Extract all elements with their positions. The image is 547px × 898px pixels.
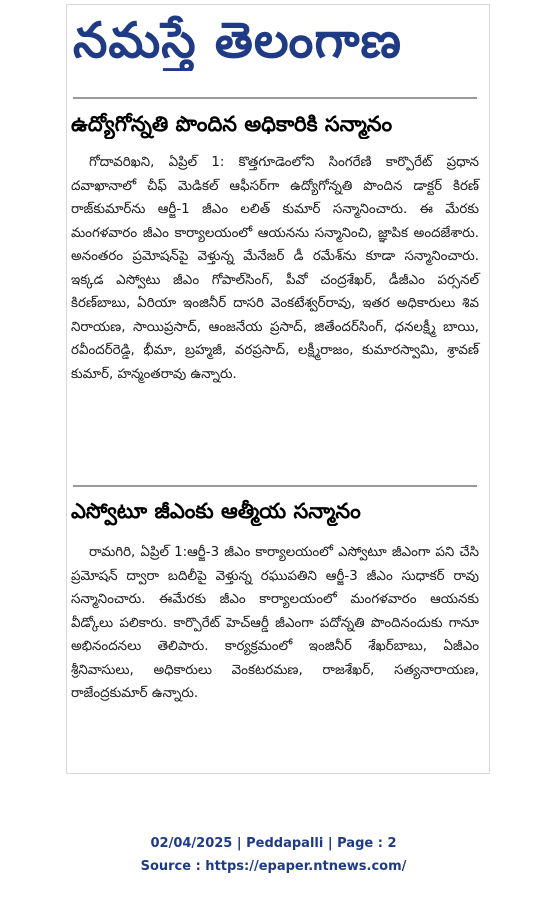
article-2-text: రామగిరి, ఏప్రిల్ 1:ఆర్జీ-3 జీఎం కార్యాలయంలో ఎస్వోటూ జీఎంగా పని చేసి ప్రమోషన్ ద్వారా బదిలీపై వెళ్తున్న రఘుపతిని ఆర్జీ-3 జీఎం సుధాకర్ రావు సన్మానించారు. ఈమేరకు జీఎం కార్యాలయంలో మంగళవారం ఆయనకు వీడ్కోలు పలికారు. కార్పొరేట్ హెచ్ఆర్డీ జీఎంగా పదోన్నతి పొందినందుకు గానూ అభినందనలు తెలిపారు. కార్యక్రమంలో ఇంజినీర్ శేఖర్‌బాబు, ఏజీఎం శ్రీనివాసులు, అధికారులు వెంకటరమణ, రాజశేఖర్, సత్యనారాయణ, రాజేంద్రకుమార్ ఉన్నారు. — [71, 545, 479, 701]
article-2-headline: ఎస్వోటూ జీఎంకు ఆత్మీయ సన్మానం — [71, 499, 361, 523]
news-clipping — [66, 4, 490, 774]
newspaper-masthead: నమస్తే తెలంగాణ — [73, 11, 403, 69]
footer-date-line: 02/04/2025 | Peddapalli | Page : 2 — [150, 836, 397, 851]
article-1-text: గోదావరిఖని, ఏప్రిల్ 1: కొత్తగూడెంలోని సింగరేణి కార్పొరేట్ ప్రధాన దవాఖానాలో చీఫ్ మెడికల్ ఆఫీసర్‌గా ఉద్యోగోన్నతి పొందిన డాక్టర్ కిరణ్ రాజ్‌కుమార్‌ను ఆర్జీ-1 జీఎం లలిత్ కుమార్ సన్మానించారు. ఈ మేరకు మంగళవారం జీఎం కార్యాలయంలో ఆయనను సన్మానించి, జ్ఞాపిక అందజేశారు. అనంతరం ప్రమోషన్‌పై వెళ్తున్న మేనేజర్ డీ రమేశ్‌ను కూడా సన్మానించారు. ఇక్కడ ఎస్వోటు జీఎం గోపాల్‌సింగ్, పీవో చంద్రశేఖర్, డీజీఎం పర్సనల్ కిరణ్‌బాబు, ఏరియా ఇంజినీర్ దాసరి వెంకటేశ్వర్‌రావు, ఇతర అధికారులు శివ నిరాయణ, సాయిప్రసాద్, ఆంజనేయ ప్రసాద్, జితేందర్‌సింగ్, ధనలక్ష్మీ బాయి, రవీందర్‌రెడ్డి, భీమా, బ్రహ్మజీ, వరప్రసాద్, లక్ష్మీరాజం, కుమారస్వామి, శ్రావణ్ కుమార్, హన్మంతరావు ఉన్నారు. — [71, 155, 479, 382]
divider — [73, 97, 477, 99]
footer-source-line: Source : https://epaper.ntnews.com/ — [140, 859, 407, 874]
divider — [73, 485, 477, 487]
article-2-body — [71, 541, 479, 706]
article-1-headline: ఉద్యోగోన్నతి పొందిన అధికారికి సన్మానం — [71, 112, 393, 136]
article-1-body — [71, 151, 479, 386]
